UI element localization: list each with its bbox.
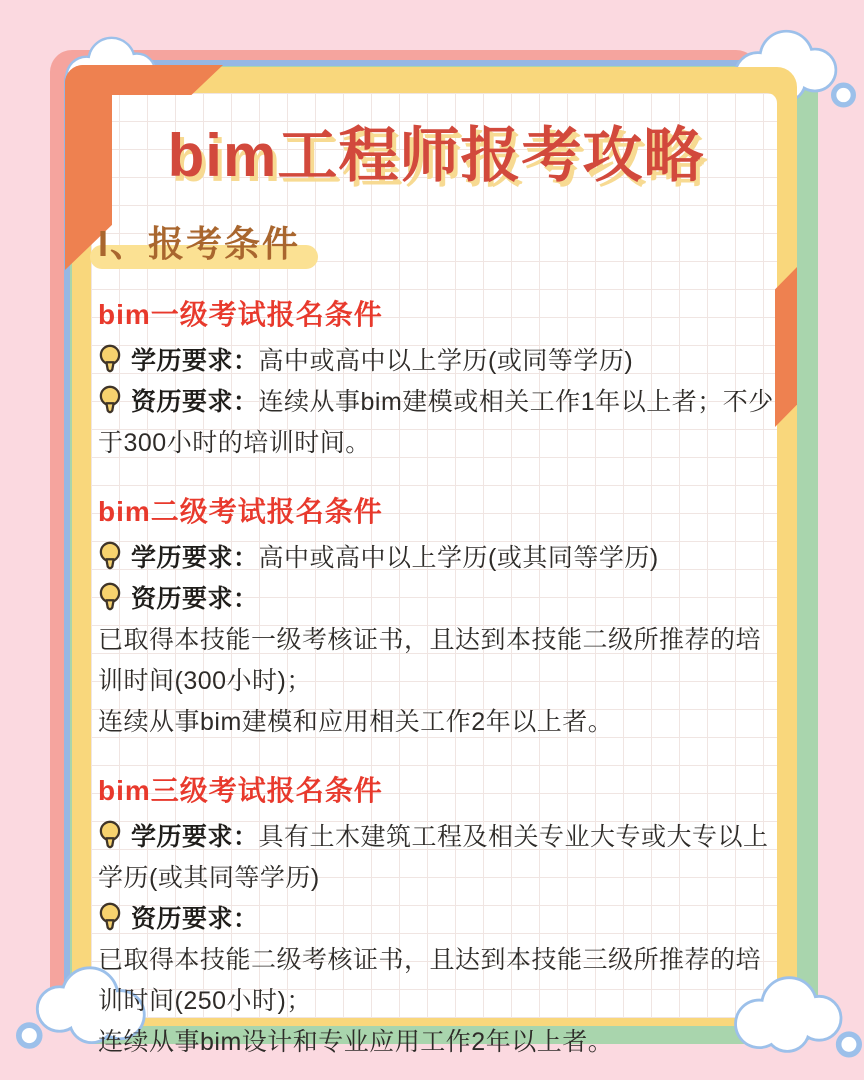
requirement-label: 学历要求：: [131, 544, 259, 572]
section-level2: [98, 490, 774, 743]
section-heading: bim三级考试报名条件: [98, 775, 383, 806]
section-heading: bim二级考试报名条件: [98, 496, 383, 527]
requirement-line: [98, 382, 774, 464]
requirement-line: [98, 579, 774, 620]
requirement-text: 已取得本技能二级考核证书，且达到本技能三级所推荐的培训时间(250小时)；: [98, 946, 762, 1015]
light-bulb-icon: [98, 582, 122, 613]
requirement-line: [98, 702, 774, 743]
requirement-line: [98, 620, 774, 702]
orange-tape-right: [775, 267, 797, 427]
requirement-text: 已取得本技能一级考核证书，且达到本技能二级所推荐的培训时间(300小时)；: [98, 626, 762, 695]
requirement-line: [98, 1022, 774, 1063]
light-bulb-icon: [98, 385, 122, 416]
requirement-label: 资历要求：: [131, 905, 259, 933]
requirement-text: 高中或高中以上学历(或同等学历): [258, 347, 634, 375]
requirement-line: [98, 341, 774, 382]
requirement-label: 资历要求：: [131, 585, 259, 613]
light-bulb-icon: [98, 902, 122, 933]
poster-content: [98, 96, 774, 1063]
light-bulb-icon: [98, 820, 122, 851]
section-level1: [98, 293, 774, 464]
requirement-text: 连续从事bim设计和专业应用工作2年以上者。: [98, 1028, 614, 1056]
requirement-label: 资历要求：: [131, 388, 259, 416]
requirement-text: 高中或高中以上学历(或其同等学历): [258, 544, 659, 572]
requirement-label: 学历要求：: [131, 823, 259, 851]
requirement-line: [98, 817, 774, 899]
page-title: bim工程师报考攻略: [167, 122, 705, 189]
chapter-heading-label: I、报考条件: [98, 223, 301, 264]
requirement-line: [98, 899, 774, 940]
requirement-text: 具有土木建筑工程及相关专业大专或大专以上学历(或其同等学历): [98, 823, 769, 892]
chapter-heading: [98, 216, 300, 267]
requirement-text: 连续从事bim建模或相关工作1年以上者；不少于300小时的培训时间。: [98, 388, 774, 457]
requirement-label: 学历要求：: [131, 347, 259, 375]
requirement-text: 连续从事bim建模和应用相关工作2年以上者。: [98, 708, 614, 736]
requirement-line: [98, 940, 774, 1022]
requirement-line: [98, 538, 774, 579]
section-heading: bim一级考试报名条件: [98, 299, 383, 330]
light-bulb-icon: [98, 344, 122, 375]
light-bulb-icon: [98, 541, 122, 572]
section-level3: [98, 769, 774, 1063]
